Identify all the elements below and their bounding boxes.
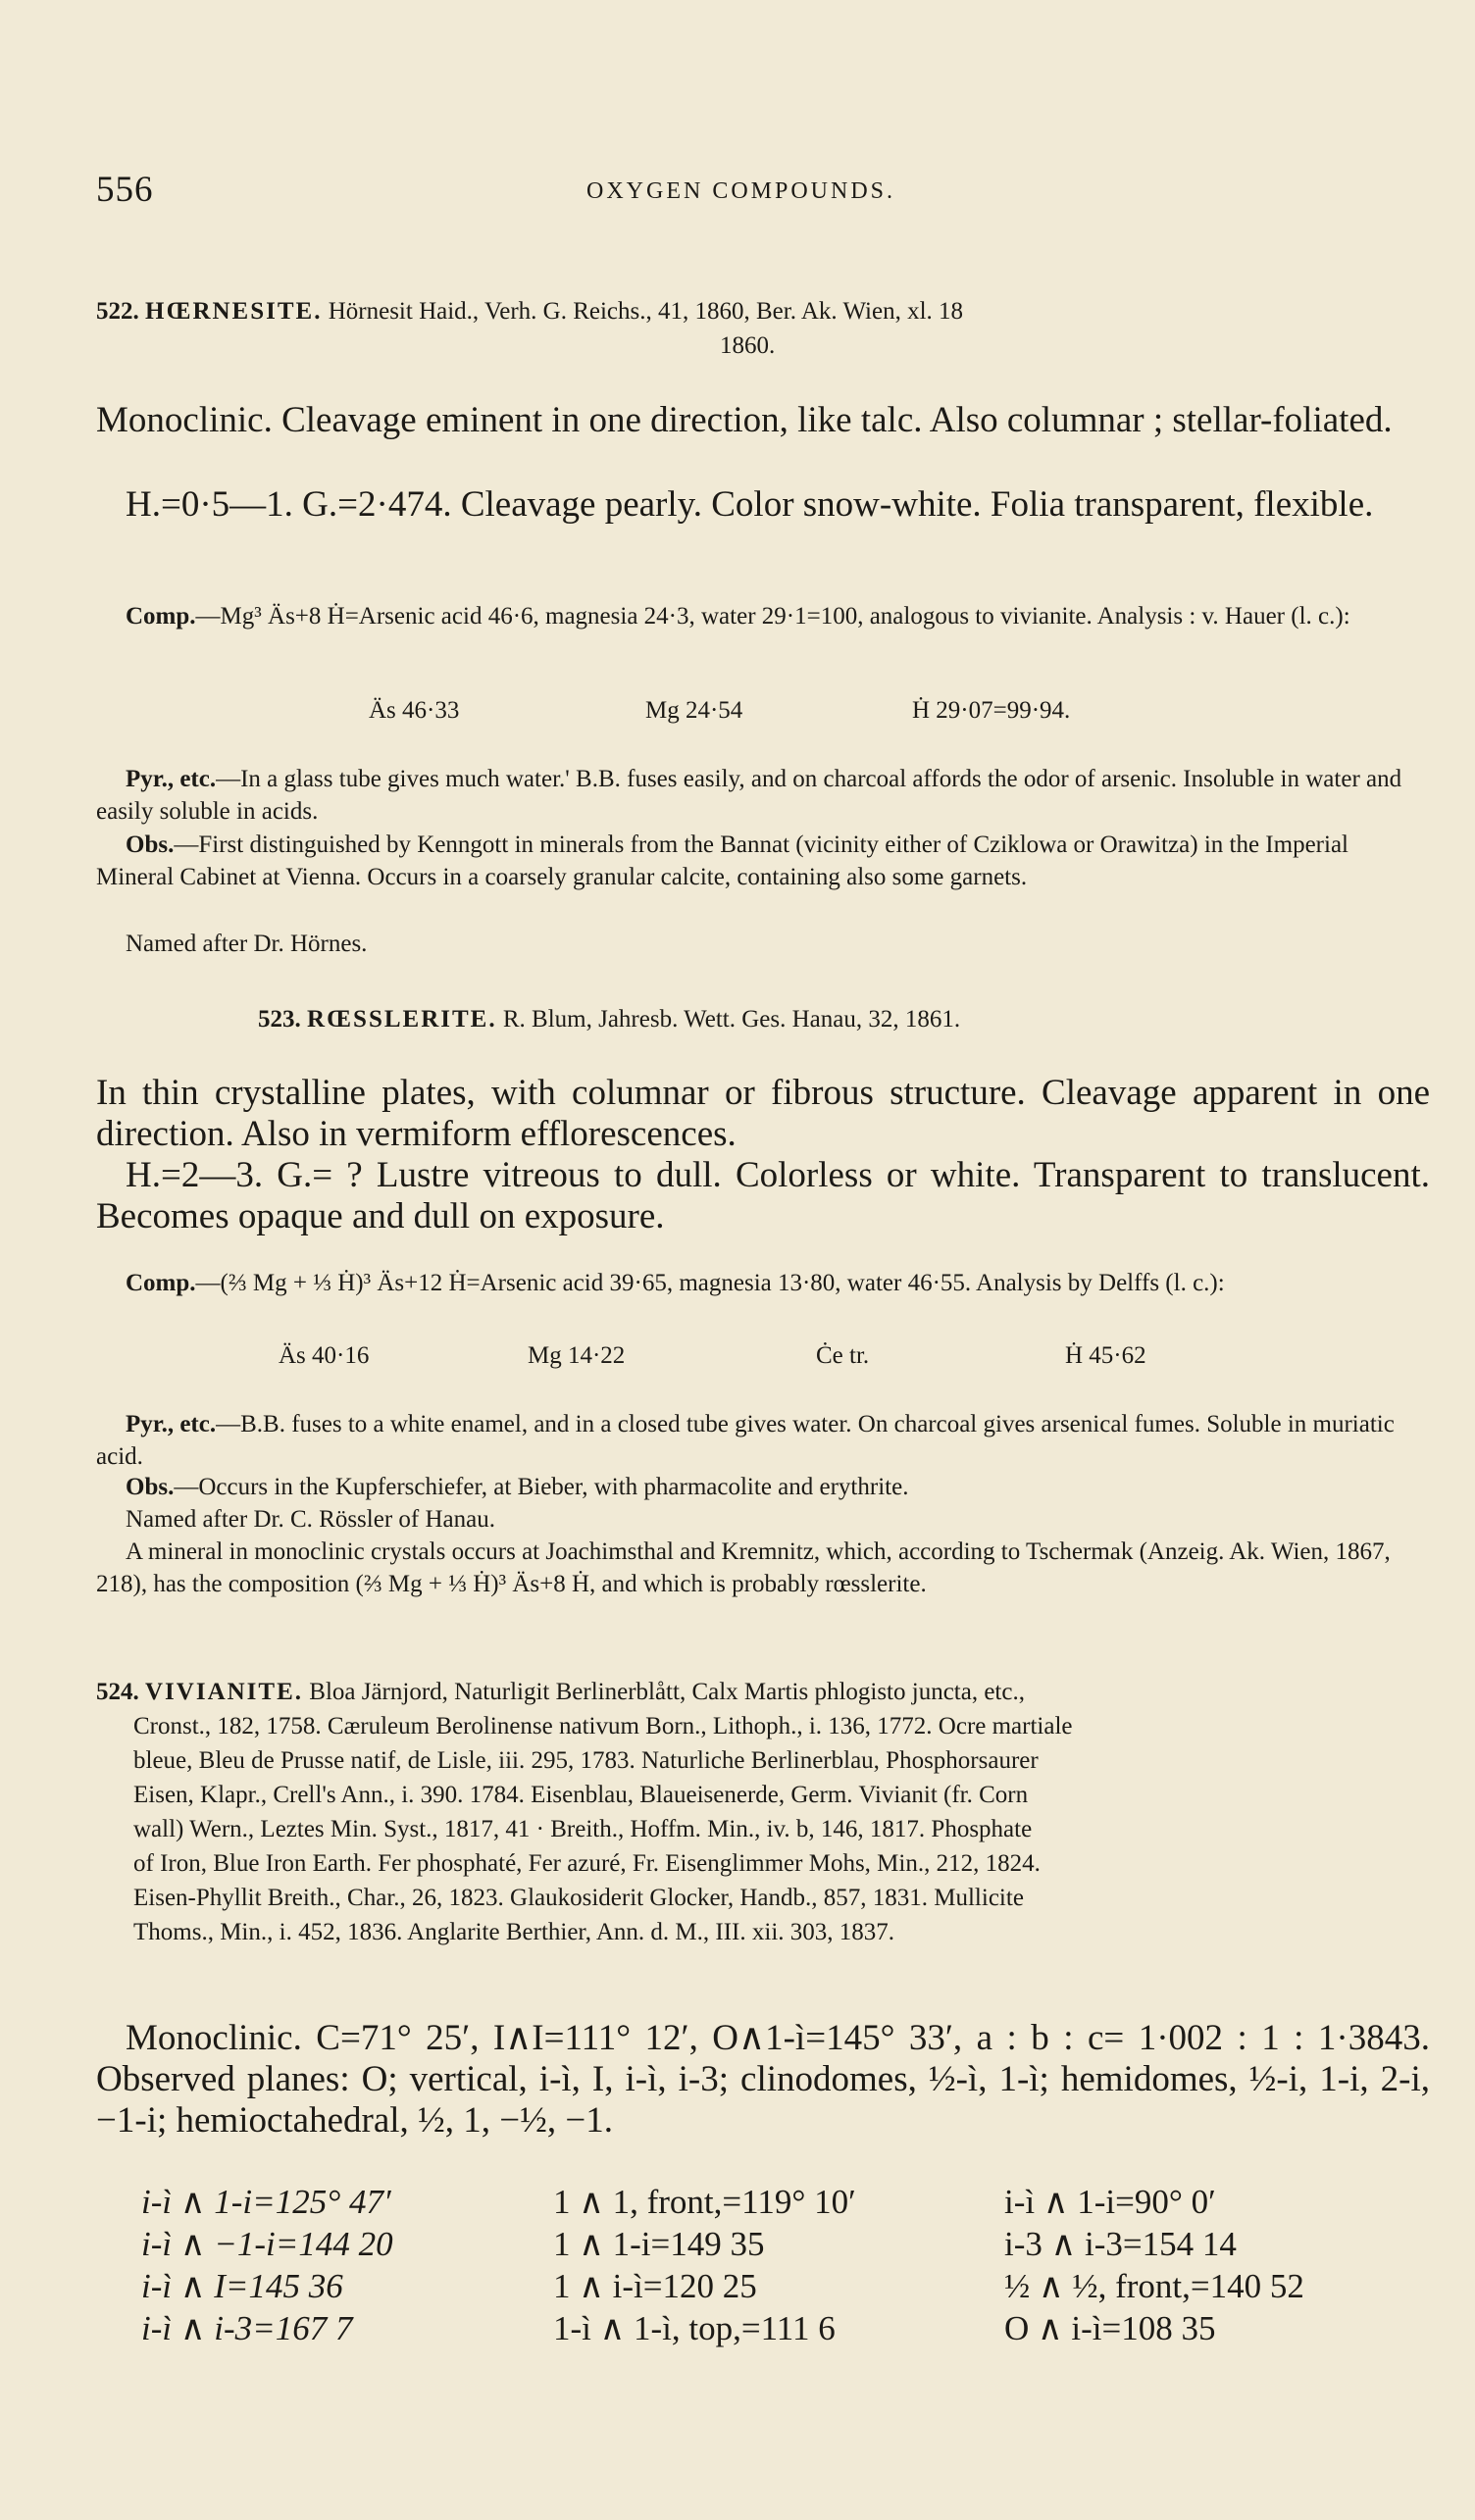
- roesslerite-synonymy: [96, 1002, 1430, 1036]
- vivianite-crystallography: Monoclinic. C=71° 25′, I∧I=111° 12′, O∧1-ì=145° 33′, a : b : c= 1·002 : 1 : 1·3843. Observed planes: O; vertical, i-ì, I, i-ì, i-3; clinodomes, ½-ì, 1-ì; hemidomes, ½-i, 1-i, 2-i, −1-i; hemioctahedral, ½, 1, −½, −1.: [96, 2018, 1430, 2141]
- comp-label: Comp.: [126, 1270, 196, 1296]
- hoernesite-description-1: Monoclinic. Cleavage eminent in one direction, like talc. Also columnar ; stellar-foliated.: [96, 400, 1393, 440]
- hoernesite-description-2: H.=0·5—1. G.=2·474. Cleavage pearly. Color snow-white. Folia transparent, flexible.: [126, 484, 1374, 525]
- angle-row: [96, 2181, 1430, 2223]
- analysis-value: Ḣ 45·62: [1065, 1342, 1146, 1369]
- synonymy-line: of Iron, Blue Iron Earth. Fer phosphaté, Fer azuré, Fr. Eisenglimmer Mohs, Min., 212, 1824.: [133, 1850, 1041, 1877]
- comp-text: —(⅔ Mg + ⅓ Ḣ)³ Äs+12 Ḣ=Arsenic acid 39·65, magnesia 13·80, water 46·55. Analysis by Delffs (l. c.):: [195, 1270, 1225, 1296]
- angle-cell: i-ì ∧ I=145 36: [141, 2267, 343, 2305]
- synonymy-line: bleue, Bleu de Prusse natif, de Lisle, iii. 295, 1783. Naturliche Berlinerblau, Phosphorsaurer: [133, 1747, 1039, 1774]
- running-title: OXYGEN COMPOUNDS.: [586, 178, 896, 204]
- analysis-value: Ċe tr.: [816, 1342, 870, 1369]
- angle-cell: i-ì ∧ i-3=167 7: [141, 2309, 353, 2347]
- entry-hoernesite: [96, 294, 1430, 363]
- synonymy-line: Eisen, Klapr., Crell's Ann., i. 390. 1784. Eisenblau, Blaueisenerde, Germ. Vivianit (fr. Corn: [133, 1782, 1029, 1808]
- synonymy-text: R. Blum, Jahresb. Wett. Ges. Hanau, 32, 1861.: [502, 1006, 961, 1033]
- angle-cell: O ∧ i-ì=108 35: [1004, 2309, 1216, 2347]
- hoernesite-composition: [96, 600, 1430, 632]
- hoernesite-pyrognostics: [96, 763, 1430, 828]
- obs-label: Obs.: [126, 1474, 175, 1500]
- vivianite-angle-table: [96, 2181, 1430, 2349]
- roesslerite-description-2: H.=2—3. G.= ? Lustre vitreous to dull. Colorless or white. Transparent to translucent. Becomes opaque and dull on exposure.: [96, 1155, 1430, 1236]
- roesslerite-observations: [96, 1471, 1430, 1503]
- obs-label: Obs.: [126, 832, 175, 858]
- synonymy-line: [96, 1675, 1430, 1709]
- entry-number: 523.: [258, 1006, 301, 1033]
- synonymy-text: Bloa Järnjord, Naturligit Berlinerblått, Calx Martis phlogisto juncta, etc.,: [309, 1679, 1025, 1705]
- synonymy-line: Thoms., Min., i. 452, 1836. Anglarite Berthier, Ann. d. M., III. xii. 303, 1837.: [133, 1919, 895, 1945]
- analysis-value: Mg 24·54: [645, 697, 743, 724]
- analysis-value: Äs 46·33: [369, 697, 460, 724]
- angle-cell: 1-ì ∧ 1-ì, top,=111 6: [553, 2309, 836, 2347]
- page-number: 556: [96, 170, 154, 210]
- vivianite-synonymy: [96, 1675, 1430, 1949]
- synonymy-continuation: 1860.: [720, 332, 776, 359]
- hoernesite-named: Named after Dr. Hörnes.: [126, 931, 368, 957]
- comp-text: —Mg³ Äs+8 Ḣ=Arsenic acid 46·6, magnesia 24·3, water 29·1=100, analogous to vivianite. Analysis : v. Hauer (l. c.):: [195, 603, 1350, 630]
- roesslerite-pyrognostics: [96, 1408, 1430, 1473]
- angle-cell: i-ì ∧ 1-i=90° 0′: [1004, 2183, 1216, 2221]
- roesslerite-description-1: In thin crystalline plates, with columnar or fibrous structure. Cleavage apparent in one direction. Also in vermiform efflorescences.: [96, 1073, 1430, 1154]
- synonymy-line: Eisen-Phyllit Breith., Char., 26, 1823. Glaukosiderit Glocker, Handb., 857, 1831. Mullicite: [133, 1885, 1024, 1911]
- entry-number: 524.: [96, 1679, 139, 1705]
- entry-number: 522.: [96, 298, 139, 325]
- synonymy-line: Cronst., 182, 1758. Cæruleum Berolinense nativum Born., Lithoph., i. 136, 1772. Ocre martiale: [133, 1713, 1073, 1739]
- roesslerite-note: A mineral in monoclinic crystals occurs at Joachimsthal and Kremnitz, which, according to Tschermak (Anzeig. Ak. Wien, 1867, 218), has the composition (⅔ Mg + ⅓ Ḣ)³ Äs+8 Ḣ, and which is probably rœsslerite.: [96, 1538, 1391, 1597]
- page-header: [96, 169, 1436, 218]
- pyr-label: Pyr., etc.: [126, 1411, 217, 1437]
- hoernesite-analysis: [96, 694, 1430, 728]
- synonymy-line: wall) Wern., Leztes Min. Syst., 1817, 41 · Breith., Hoffm. Min., iv. b, 146, 1817. Phosphate: [133, 1816, 1033, 1842]
- mineral-name: HŒRNESITE.: [145, 298, 323, 325]
- angle-cell: i-ì ∧ 1-i=125° 47′: [141, 2183, 391, 2221]
- synonymy-text: Hörnesit Haid., Verh. G. Reichs., 41, 1860, Ber. Ak. Wien, xl. 18: [328, 298, 964, 325]
- angle-cell: 1 ∧ 1, front,=119° 10′: [553, 2183, 856, 2221]
- angle-cell: 1 ∧ i-ì=120 25: [553, 2267, 757, 2305]
- roesslerite-named: Named after Dr. C. Rössler of Hanau.: [126, 1506, 495, 1533]
- angle-cell: ½ ∧ ½, front,=140 52: [1004, 2267, 1304, 2305]
- analysis-value: Ḣ 29·07=99·94.: [912, 697, 1071, 724]
- pyr-text: —B.B. fuses to a white enamel, and in a closed tube gives water. On charcoal gives arsenical fumes. Soluble in muriatic acid.: [96, 1411, 1395, 1470]
- hoernesite-synonymy: [96, 294, 1430, 328]
- obs-text: —Occurs in the Kupferschiefer, at Bieber, with pharmacolite and erythrite.: [174, 1474, 909, 1500]
- angle-row: [96, 2265, 1430, 2307]
- analysis-value: Äs 40·16: [279, 1342, 370, 1369]
- angle-row: [96, 2223, 1430, 2265]
- comp-label: Comp.: [126, 603, 196, 630]
- roesslerite-analysis: [96, 1339, 1430, 1373]
- angle-row: [96, 2307, 1430, 2349]
- pyr-label: Pyr., etc.: [126, 766, 217, 792]
- pyr-text: —In a glass tube gives much water.' B.B. fuses easily, and on charcoal affords the odor of arsenic. Insoluble in water and easily soluble in acids.: [96, 766, 1402, 825]
- mineral-name: RŒSSLERITE.: [307, 1006, 497, 1033]
- angle-cell: i-ì ∧ −1-i=144 20: [141, 2225, 393, 2263]
- roesslerite-composition: [96, 1267, 1430, 1299]
- angle-cell: i-3 ∧ i-3=154 14: [1004, 2225, 1237, 2263]
- hoernesite-observations: [96, 829, 1430, 893]
- obs-text: —First distinguished by Kenngott in minerals from the Bannat (vicinity either of Cziklowa or Orawitza) in the Imperial Mineral Cabinet at Vienna. Occurs in a coarsely granular calcite, containing also some garnets.: [96, 832, 1348, 890]
- angle-cell: 1 ∧ 1-i=149 35: [553, 2225, 765, 2263]
- analysis-value: Mg 14·22: [528, 1342, 626, 1369]
- mineral-name: VIVIANITE.: [145, 1679, 304, 1705]
